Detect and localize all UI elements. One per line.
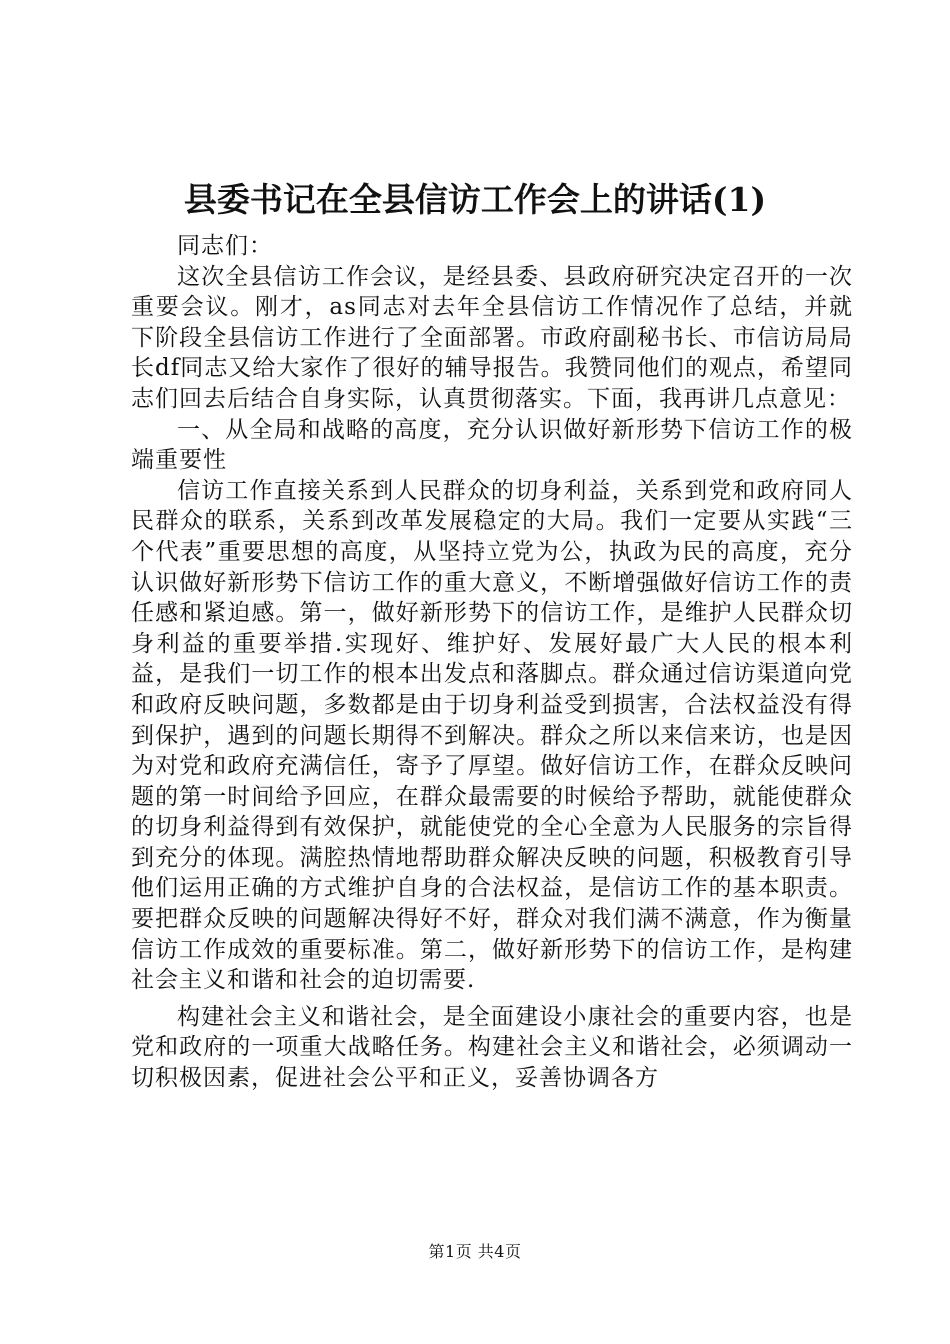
document-title: 县委书记在全县信访工作会上的讲话(1) [183, 180, 767, 219]
salutation-paragraph: 同志们： [177, 233, 273, 259]
page-number-footer: 第1页 共4页 [428, 1242, 522, 1261]
intro-paragraph: 这次全县信访工作会议，是经县委、县政府研究决定召开的一次重要会议。刚才，as同志对去年全县信访工作情况作了总结，并就下阶段全县信访工作进行了全面部署。市政府副秘书长、市信访局局长df同志又给大家作了很好的辅导报告。我赞同他们的观点，希望同志们回去后结合自身实际，认真贯彻落实。下面，我再讲几点意见： [131, 263, 853, 412]
body-paragraph-2: 构建社会主义和谐社会，是全面建设小康社会的重要内容，也是党和政府的一项重大战略任务。构建社会主义和谐社会，必须调动一切积极因素，促进社会公平和正义，妥善协调各方 [131, 1003, 853, 1092]
section-heading-1: 一、从全局和战略的高度，充分认识做好新形势下信访工作的极端重要性 [131, 416, 853, 474]
document-body [131, 231, 853, 1094]
body-paragraph-1: 信访工作直接关系到人民群众的切身利益，关系到党和政府同人民群众的联系，关系到改革发展稳定的大局。我们一定要从实践“三个代表”重要思想的高度，从坚持立党为公，执政为民的高度，充分认识做好新形势下信访工作的重大意义，不断增强做好信访工作的责任感和紧迫感。第一，做好新形势下的信访工作，是维护人民群众切身利益的重要举措.实现好、维护好、发展好最广大人民的根本利益，是我们一切工作的根本出发点和落脚点。群众通过信访渠道向党和政府反映问题，多数都是由于切身利益受到损害，合法权益没有得到保护，遇到的问题长期得不到解决。群众之所以来信来访，也是因为对党和政府充满信任，寄予了厚望。做好信访工作，在群众反映问题的第一时间给予回应，在群众最需要的时候给予帮助，就能使群众的切身利益得到有效保护，就能使党的全心全意为人民服务的宗旨得到充分的体现。满腔热情地帮助群众解决反映的问题，积极教育引导他们运用正确的方式维护自身的合法权益，是信访工作的基本职责。要把群众反映的问题解决得好不好，群众对我们满不满意，作为衡量信访工作成效的重要标准。第二，做好新形势下的信访工作，是构建社会主义和谐和社会的迫切需要. [131, 477, 853, 994]
